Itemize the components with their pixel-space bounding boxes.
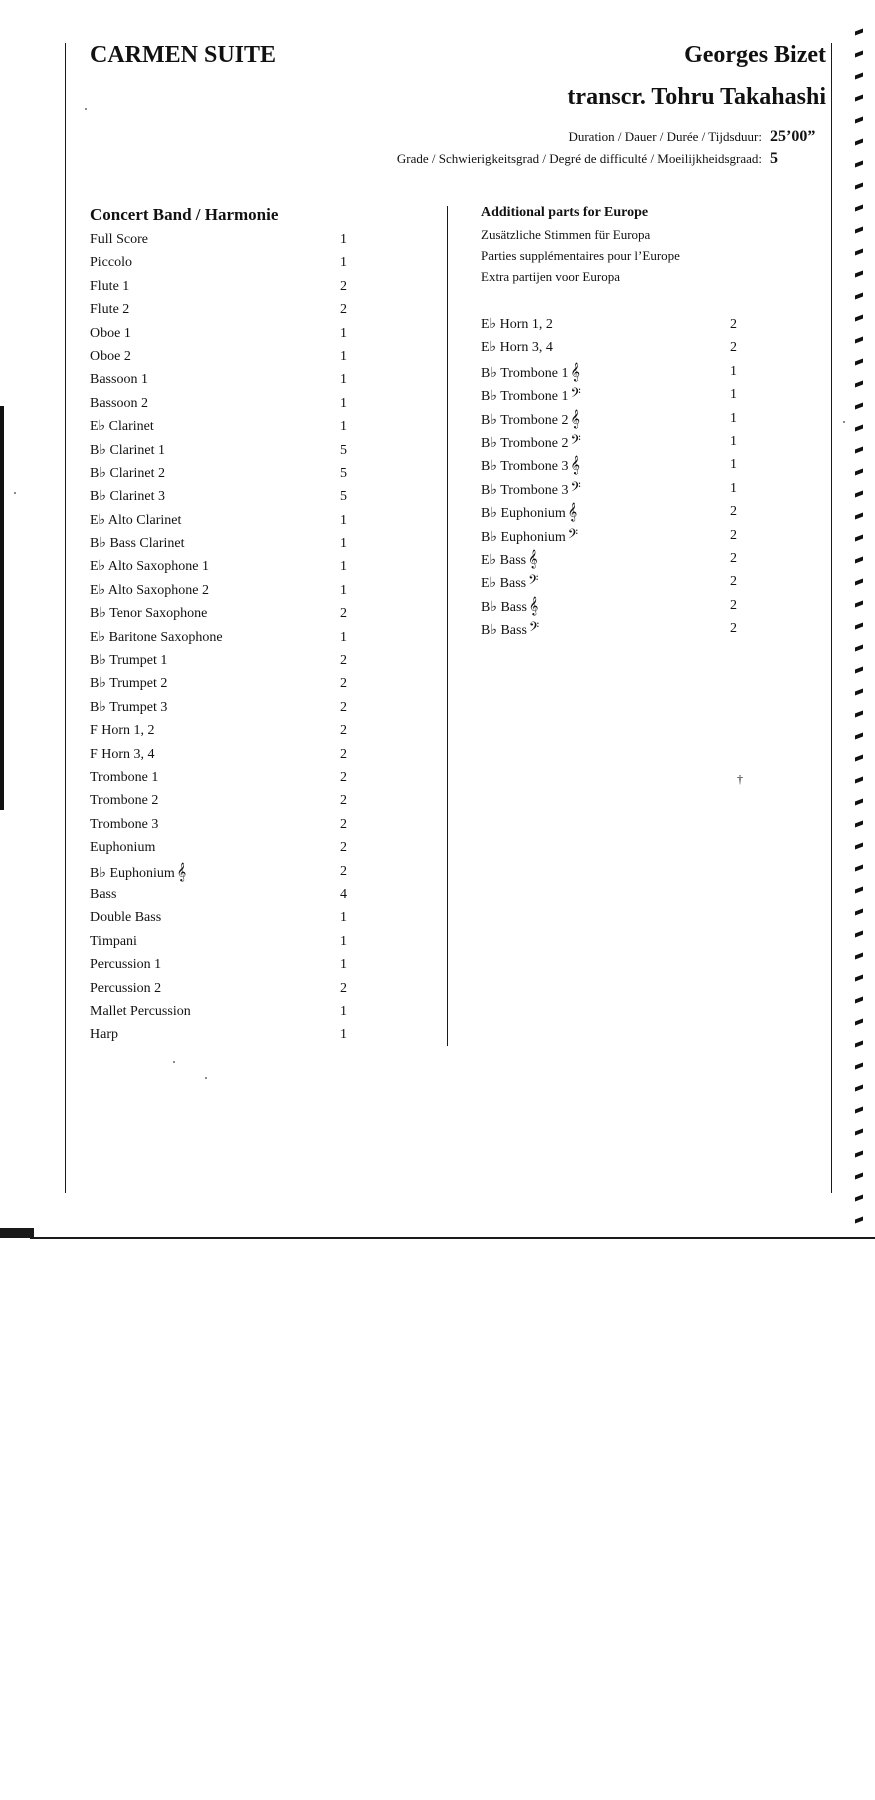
- part-quantity: 2: [340, 980, 347, 996]
- part-name: E♭ Alto Clarinet: [90, 512, 182, 528]
- scan-speck: [205, 1077, 207, 1079]
- part-quantity: 2: [730, 574, 737, 590]
- part-name: E♭ Horn 3, 4: [481, 340, 553, 356]
- part-quantity: 2: [340, 653, 347, 669]
- binding-tick-mark: [855, 491, 863, 498]
- concert-band-title: Concert Band / Harmonie: [90, 205, 279, 224]
- additional-part-row: [481, 430, 751, 453]
- concert-part-row: [90, 953, 380, 976]
- binding-tick-mark: [855, 469, 863, 476]
- binding-tick-mark: [855, 1195, 863, 1202]
- binding-tick-mark: [855, 117, 863, 124]
- concert-part-row: [90, 392, 380, 415]
- treble-clef-icon: 𝄞: [570, 408, 580, 428]
- binding-tick-mark: [855, 689, 863, 696]
- binding-tick-mark: [855, 821, 863, 828]
- additional-part-row: [481, 407, 751, 430]
- additional-part-row: [481, 453, 751, 476]
- part-quantity: 1: [340, 629, 347, 645]
- part-name: E♭ Clarinet: [90, 419, 154, 435]
- part-quantity: 2: [340, 863, 347, 879]
- binding-tick-mark: [855, 799, 863, 806]
- concert-part-row: [90, 555, 380, 578]
- part-quantity: 1: [730, 433, 737, 449]
- binding-tick-mark: [855, 381, 863, 388]
- concert-part-row: [90, 251, 380, 274]
- scan-speck: [173, 1061, 175, 1063]
- concert-band-parts-list: [90, 228, 380, 1047]
- part-name: B♭ Trombone 2: [481, 435, 569, 451]
- part-name: E♭ Alto Saxophone 2: [90, 582, 209, 598]
- part-quantity: 1: [340, 536, 347, 552]
- binding-tick-mark: [855, 623, 863, 630]
- concert-part-row: [90, 789, 380, 812]
- concert-part-row: [90, 743, 380, 766]
- part-quantity: 1: [340, 325, 347, 341]
- grade-label: Grade / Schwierigkeitsgrad / Degré de difficulté / Moeilijkheidsgraad:: [396, 151, 762, 166]
- part-quantity: 2: [730, 527, 737, 543]
- part-name: B♭ Bass: [481, 599, 527, 615]
- part-quantity: 1: [340, 512, 347, 528]
- binding-tick-mark: [855, 843, 863, 850]
- treble-clef-icon: 𝄞: [528, 548, 538, 568]
- binding-tick-mark: [855, 777, 863, 784]
- binding-tick-mark: [855, 1063, 863, 1070]
- additional-part-row: [481, 594, 751, 617]
- part-quantity: 2: [730, 504, 737, 520]
- arranger-name: transcr. Tohru Takahashi: [567, 84, 826, 110]
- part-name: B♭ Trombone 1: [481, 365, 569, 381]
- binding-tick-mark: [855, 1173, 863, 1180]
- binding-tick-mark: [855, 579, 863, 586]
- part-quantity: 1: [730, 480, 737, 496]
- binding-tick-mark: [855, 51, 863, 58]
- duration-label: Duration / Dauer / Durée / Tijdsduur:: [568, 129, 762, 144]
- part-name: E♭ Bass: [481, 576, 527, 592]
- part-name: B♭ Trombone 3: [481, 459, 569, 475]
- treble-clef-icon: 𝄞: [176, 861, 187, 881]
- concert-part-row: [90, 1023, 380, 1046]
- part-name: Trombone 3: [90, 816, 159, 832]
- additional-part-row: [481, 570, 751, 593]
- binding-tick-mark: [855, 931, 863, 938]
- scan-speck: [843, 421, 845, 423]
- bass-clef-icon: 𝄢: [528, 572, 539, 592]
- concert-part-row: [90, 1000, 380, 1023]
- bass-clef-icon: 𝄢: [567, 525, 579, 545]
- part-quantity: 1: [340, 910, 347, 926]
- part-name: E♭ Alto Saxophone 1: [90, 559, 209, 575]
- binding-tick-mark: [855, 1085, 863, 1092]
- binding-tick-mark: [855, 953, 863, 960]
- concert-part-row: [90, 626, 380, 649]
- part-name: E♭ Horn 1, 2: [481, 317, 553, 332]
- concert-part-row: [90, 766, 380, 789]
- part-name: B♭ Bass: [481, 623, 527, 639]
- part-quantity: 2: [340, 302, 347, 318]
- concert-part-row: [90, 977, 380, 1000]
- part-name: B♭ Trumpet 3: [90, 699, 168, 715]
- part-quantity: 1: [340, 957, 347, 973]
- binding-tick-mark: [855, 1129, 863, 1136]
- column-divider-line: [447, 206, 448, 1046]
- binding-tick-mark: [855, 755, 863, 762]
- part-quantity: 2: [730, 340, 737, 356]
- part-name: Timpani: [90, 933, 137, 949]
- binding-tick-mark: [855, 535, 863, 542]
- binding-tick-mark: [855, 139, 863, 146]
- part-quantity: 1: [730, 363, 737, 379]
- concert-part-row: [90, 930, 380, 953]
- part-name: E♭ Bass: [481, 552, 527, 568]
- part-quantity: 2: [340, 676, 347, 692]
- binding-tick-mark: [855, 403, 863, 410]
- additional-part-row: [481, 313, 751, 336]
- part-quantity: 2: [340, 278, 347, 294]
- part-quantity: 2: [340, 816, 347, 832]
- binding-tick-mark: [855, 601, 863, 608]
- binding-tick-mark: [855, 293, 863, 300]
- part-quantity: 1: [340, 395, 347, 411]
- part-name: Mallet Percussion: [90, 1003, 191, 1019]
- part-name: Bassoon 1: [90, 372, 148, 388]
- duration-value: 25’00”: [770, 128, 816, 145]
- binding-tick-mark: [855, 337, 863, 344]
- binding-tick-mark: [855, 975, 863, 982]
- concert-part-row: [90, 860, 380, 883]
- part-quantity: 1: [340, 1003, 347, 1019]
- concert-part-row: [90, 368, 380, 391]
- treble-clef-icon: 𝄞: [528, 595, 539, 615]
- binding-tick-mark: [855, 513, 863, 520]
- part-name: B♭ Trombone 2: [481, 412, 569, 428]
- additional-part-row: [481, 383, 751, 406]
- additional-parts-subtitle-nl: Extra partijen voor Europa: [481, 269, 620, 284]
- left-black-bar: [0, 406, 4, 810]
- part-quantity: 1: [340, 582, 347, 598]
- part-name: B♭ Trombone 3: [481, 482, 569, 498]
- part-quantity: 2: [340, 606, 347, 622]
- part-quantity: 2: [730, 621, 737, 637]
- part-name: B♭ Tenor Saxophone: [90, 606, 208, 622]
- binding-tick-mark: [855, 1107, 863, 1114]
- concert-part-row: [90, 439, 380, 462]
- grade-value: 5: [770, 150, 778, 167]
- part-name: Bass: [90, 886, 117, 902]
- part-name: Euphonium: [90, 840, 156, 856]
- bass-clef-icon: 𝄢: [570, 385, 581, 405]
- binding-tick-mark: [855, 95, 863, 102]
- part-quantity: 1: [730, 387, 737, 403]
- grade-row: [397, 150, 820, 168]
- part-quantity: 2: [730, 317, 737, 332]
- part-name: B♭ Trumpet 1: [90, 653, 168, 669]
- concert-part-row: [90, 415, 380, 438]
- part-name: Trombone 1: [90, 769, 159, 785]
- concert-part-row: [90, 649, 380, 672]
- part-name: Oboe 2: [90, 348, 131, 364]
- part-quantity: 4: [340, 886, 347, 902]
- treble-clef-icon: 𝄞: [570, 361, 580, 381]
- concert-part-row: [90, 275, 380, 298]
- additional-parts-subtitle-fr: Parties supplémentaires pour l’Europe: [481, 248, 680, 263]
- binding-tick-mark: [855, 315, 863, 322]
- part-name: F Horn 1, 2: [90, 723, 155, 739]
- concert-part-row: [90, 298, 380, 321]
- bottom-edge-line: [30, 1237, 875, 1239]
- additional-parts-list: [481, 313, 751, 640]
- binding-tick-mark: [855, 1217, 863, 1224]
- binding-tick-mark: [855, 447, 863, 454]
- concert-part-row: [90, 509, 380, 532]
- part-name: Full Score: [90, 232, 148, 247]
- binding-tick-mark: [855, 271, 863, 278]
- binding-tick-mark: [855, 249, 863, 256]
- concert-part-row: [90, 906, 380, 929]
- concert-part-row: [90, 696, 380, 719]
- binding-tick-mark: [855, 667, 863, 674]
- concert-part-row: [90, 719, 380, 742]
- part-quantity: 2: [340, 723, 347, 739]
- part-quantity: 2: [730, 597, 737, 613]
- part-quantity: 2: [340, 699, 347, 715]
- additional-part-row: [481, 617, 751, 640]
- binding-tick-mark: [855, 1041, 863, 1048]
- binding-tick-mark: [855, 645, 863, 652]
- concert-part-row: [90, 485, 380, 508]
- additional-part-row: [481, 477, 751, 500]
- binding-tick-mark: [855, 425, 863, 432]
- part-quantity: 1: [340, 933, 347, 949]
- binding-tick-mark: [855, 711, 863, 718]
- additional-part-row: [481, 360, 751, 383]
- part-name: B♭ Clarinet 1: [90, 442, 166, 458]
- stray-mark: †: [737, 772, 743, 786]
- concert-part-row: [90, 602, 380, 625]
- scan-speck: [85, 108, 87, 110]
- part-quantity: 1: [340, 232, 347, 247]
- concert-part-row: [90, 322, 380, 345]
- part-quantity: 1: [340, 255, 347, 271]
- binding-tick-mark: [855, 73, 863, 80]
- part-name: Bassoon 2: [90, 395, 148, 411]
- treble-clef-icon: 𝄞: [567, 502, 578, 522]
- part-quantity: 2: [340, 793, 347, 809]
- part-quantity: 1: [340, 419, 347, 435]
- part-name: Trombone 2: [90, 793, 159, 809]
- duration-row: [568, 128, 820, 146]
- part-name: F Horn 3, 4: [90, 746, 155, 762]
- part-name: Oboe 1: [90, 325, 131, 341]
- part-name: B♭ Euphonium: [90, 865, 175, 881]
- concert-part-row: [90, 228, 380, 251]
- part-quantity: 1: [730, 410, 737, 426]
- additional-part-row: [481, 547, 751, 570]
- part-quantity: 5: [340, 465, 347, 481]
- concert-part-row: [90, 672, 380, 695]
- binding-tick-mark: [855, 227, 863, 234]
- treble-clef-icon: 𝄞: [570, 455, 580, 475]
- concert-part-row: [90, 532, 380, 555]
- part-quantity: 2: [730, 550, 737, 566]
- concert-part-row: [90, 462, 380, 485]
- part-name: B♭ Euphonium: [481, 529, 566, 545]
- additional-parts-subtitle-de: Zusätzliche Stimmen für Europa: [481, 227, 651, 242]
- part-name: B♭ Trumpet 2: [90, 676, 168, 692]
- part-name: Double Bass: [90, 910, 162, 926]
- binding-tick-mark: [855, 1019, 863, 1026]
- composer-name: Georges Bizet: [684, 42, 826, 68]
- additional-parts-title: Additional parts for Europe: [481, 205, 649, 220]
- part-name: B♭ Bass Clarinet: [90, 536, 185, 552]
- concert-part-row: [90, 836, 380, 859]
- part-name: B♭ Clarinet 2: [90, 465, 166, 481]
- binding-tick-mark: [855, 1151, 863, 1158]
- binding-tick-mark: [855, 887, 863, 894]
- part-name: Flute 2: [90, 302, 130, 318]
- part-name: B♭ Clarinet 3: [90, 489, 166, 505]
- part-name: Percussion 1: [90, 957, 162, 973]
- part-name: Flute 1: [90, 278, 130, 294]
- left-border-line: [65, 43, 66, 1193]
- binding-tick-mark: [855, 997, 863, 1004]
- binding-tick-mark: [855, 183, 863, 190]
- bass-clef-icon: 𝄢: [570, 478, 581, 498]
- bass-clef-icon: 𝄢: [528, 619, 540, 639]
- part-quantity: 2: [340, 746, 347, 762]
- part-quantity: 1: [730, 457, 737, 473]
- additional-part-row: [481, 500, 751, 523]
- concert-part-row: [90, 813, 380, 836]
- part-quantity: 5: [340, 489, 347, 505]
- binding-tick-mark: [855, 909, 863, 916]
- part-quantity: 5: [340, 442, 347, 458]
- scan-speck: [14, 492, 16, 494]
- part-name: Percussion 2: [90, 980, 162, 996]
- bass-clef-icon: 𝄢: [570, 431, 581, 451]
- additional-part-row: [481, 336, 751, 359]
- bottom-left-mark: [0, 1228, 34, 1238]
- binding-tick-mark: [855, 865, 863, 872]
- part-name: Piccolo: [90, 255, 132, 271]
- part-quantity: 2: [340, 840, 347, 856]
- part-name: Harp: [90, 1027, 118, 1043]
- part-quantity: 1: [340, 559, 347, 575]
- part-name: E♭ Baritone Saxophone: [90, 629, 223, 645]
- part-quantity: 2: [340, 769, 347, 785]
- part-quantity: 1: [340, 1027, 347, 1043]
- binding-tick-mark: [855, 359, 863, 366]
- concert-part-row: [90, 883, 380, 906]
- binding-tick-mark: [855, 733, 863, 740]
- binding-tick-mark: [855, 29, 863, 36]
- concert-part-row: [90, 345, 380, 368]
- additional-part-row: [481, 524, 751, 547]
- binding-tick-mark: [855, 161, 863, 168]
- binding-tick-mark: [855, 205, 863, 212]
- concert-part-row: [90, 579, 380, 602]
- part-quantity: 1: [340, 348, 347, 364]
- binding-tick-mark: [855, 557, 863, 564]
- part-name: B♭ Trombone 1: [481, 389, 569, 405]
- right-border-line: [831, 43, 832, 1193]
- part-name: B♭ Euphonium: [481, 506, 566, 522]
- part-quantity: 1: [340, 372, 347, 388]
- page-title: CARMEN SUITE: [90, 42, 277, 68]
